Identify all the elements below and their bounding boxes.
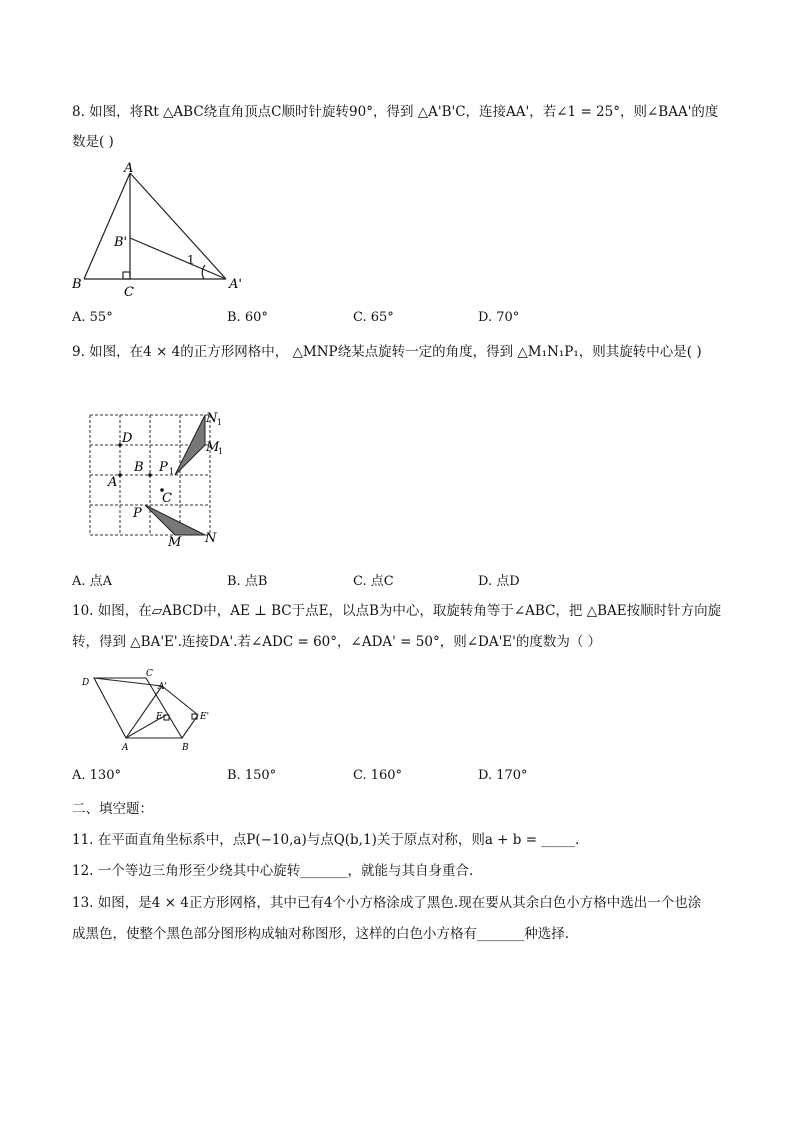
- q10-label-e: E: [156, 712, 163, 722]
- q8-option-c[interactable]: C. 65°: [353, 310, 394, 325]
- q8-label-b: B: [72, 277, 82, 292]
- q9-label-p1-sub: 1: [169, 467, 175, 476]
- q8-stem-line2: 数是( ): [72, 134, 114, 150]
- q8-label-a: A: [124, 161, 134, 176]
- q9-option-c[interactable]: C. 点C: [353, 574, 394, 589]
- q8-label-c: C: [124, 285, 134, 300]
- q10-label-e-prime: E': [200, 712, 210, 722]
- q10-label-a-prime: A': [158, 682, 167, 692]
- q8-option-d[interactable]: D. 70°: [478, 310, 520, 325]
- q9-label-p1: P: [159, 460, 168, 475]
- q9-label-c: C: [162, 491, 172, 506]
- q9-stem-line1: 9. 如图，在4 × 4的正方形网格中， △MNP绕某点旋转一定的角度，得到 △M₁N₁P₁，则其旋转中心是( ): [72, 344, 702, 360]
- q10-option-c[interactable]: C. 160°: [353, 768, 403, 783]
- q9-label-a: A: [108, 475, 118, 490]
- q9-option-a[interactable]: A. 点A: [72, 574, 113, 589]
- q9-option-b[interactable]: B. 点B: [227, 574, 268, 589]
- q10-figure: [76, 664, 226, 758]
- q10-label-d: D: [82, 678, 90, 688]
- q8-figure: [66, 160, 256, 305]
- q13-stem-line2: 成黑色，使整个黑色部分图形构成轴对称图形，这样的白色小方格有_______种选择.: [72, 926, 570, 942]
- q8-options: [72, 310, 672, 330]
- q8-option-a[interactable]: A. 55°: [72, 310, 113, 325]
- q10-option-b[interactable]: B. 150°: [227, 768, 277, 783]
- q10-options: [72, 768, 672, 788]
- q11-stem: 11. 在平面直角坐标系中，点P(−10,a)与点Q(b,1)关于原点对称，则a + b = _____.: [72, 832, 580, 848]
- q8-label-b-prime: B': [114, 235, 128, 250]
- q9-label-n: N: [205, 531, 217, 546]
- section-title-fill-in: 二、填空题：: [72, 801, 153, 817]
- q9-option-d[interactable]: D. 点D: [478, 574, 520, 589]
- q9-label-m: M: [168, 535, 182, 550]
- q9-label-b: B: [134, 460, 144, 475]
- q10-option-a[interactable]: A. 130°: [72, 768, 121, 783]
- q9-figure: [80, 405, 240, 555]
- q10-stem-line2: 转，得到 △BA'E'.连接DA'.若∠ADC = 60°，∠ADA' = 50°，则∠DA'E'的度数为（ ）: [72, 634, 602, 650]
- q12-stem: 12. 一个等边三角形至少绕其中心旋转_______，就能与其自身重合.: [72, 863, 474, 879]
- q10-stem-line1: 10. 如图，在▱ABCD中，AE ⊥ BC于点E，以点B为中心，取旋转角等于∠ABC，把 △BAE按顺时针方向旋: [72, 603, 722, 619]
- q13-stem-line1: 13. 如图，是4 × 4正方形网格，其中已有4个小方格涂成了黑色.现在要从其余白色小方格中选出一个也涂: [72, 895, 702, 911]
- q9-label-n1-sub: 1: [217, 418, 223, 427]
- q8-option-b[interactable]: B. 60°: [227, 310, 268, 325]
- q9-label-m1-sub: 1: [218, 447, 224, 456]
- q10-label-b: B: [182, 743, 189, 753]
- q9-label-p: P: [133, 506, 142, 521]
- q9-label-m1: M: [206, 440, 220, 455]
- q9-label-n1: N: [206, 411, 218, 426]
- q10-label-a: A: [122, 743, 129, 753]
- q8-angle-label: 1: [187, 253, 195, 267]
- q9-label-d: D: [122, 431, 133, 446]
- q10-option-d[interactable]: D. 170°: [478, 768, 528, 783]
- q8-stem-line1: 8. 如图，将Rt △ABC绕直角顶点C顺时针旋转90°，得到 △A'B'C，连接AA'，若∠1 = 25°，则∠BAA'的度: [72, 104, 719, 120]
- q8-label-a-prime: A': [229, 277, 242, 292]
- q10-label-c: C: [146, 669, 153, 679]
- q9-options: [72, 570, 672, 590]
